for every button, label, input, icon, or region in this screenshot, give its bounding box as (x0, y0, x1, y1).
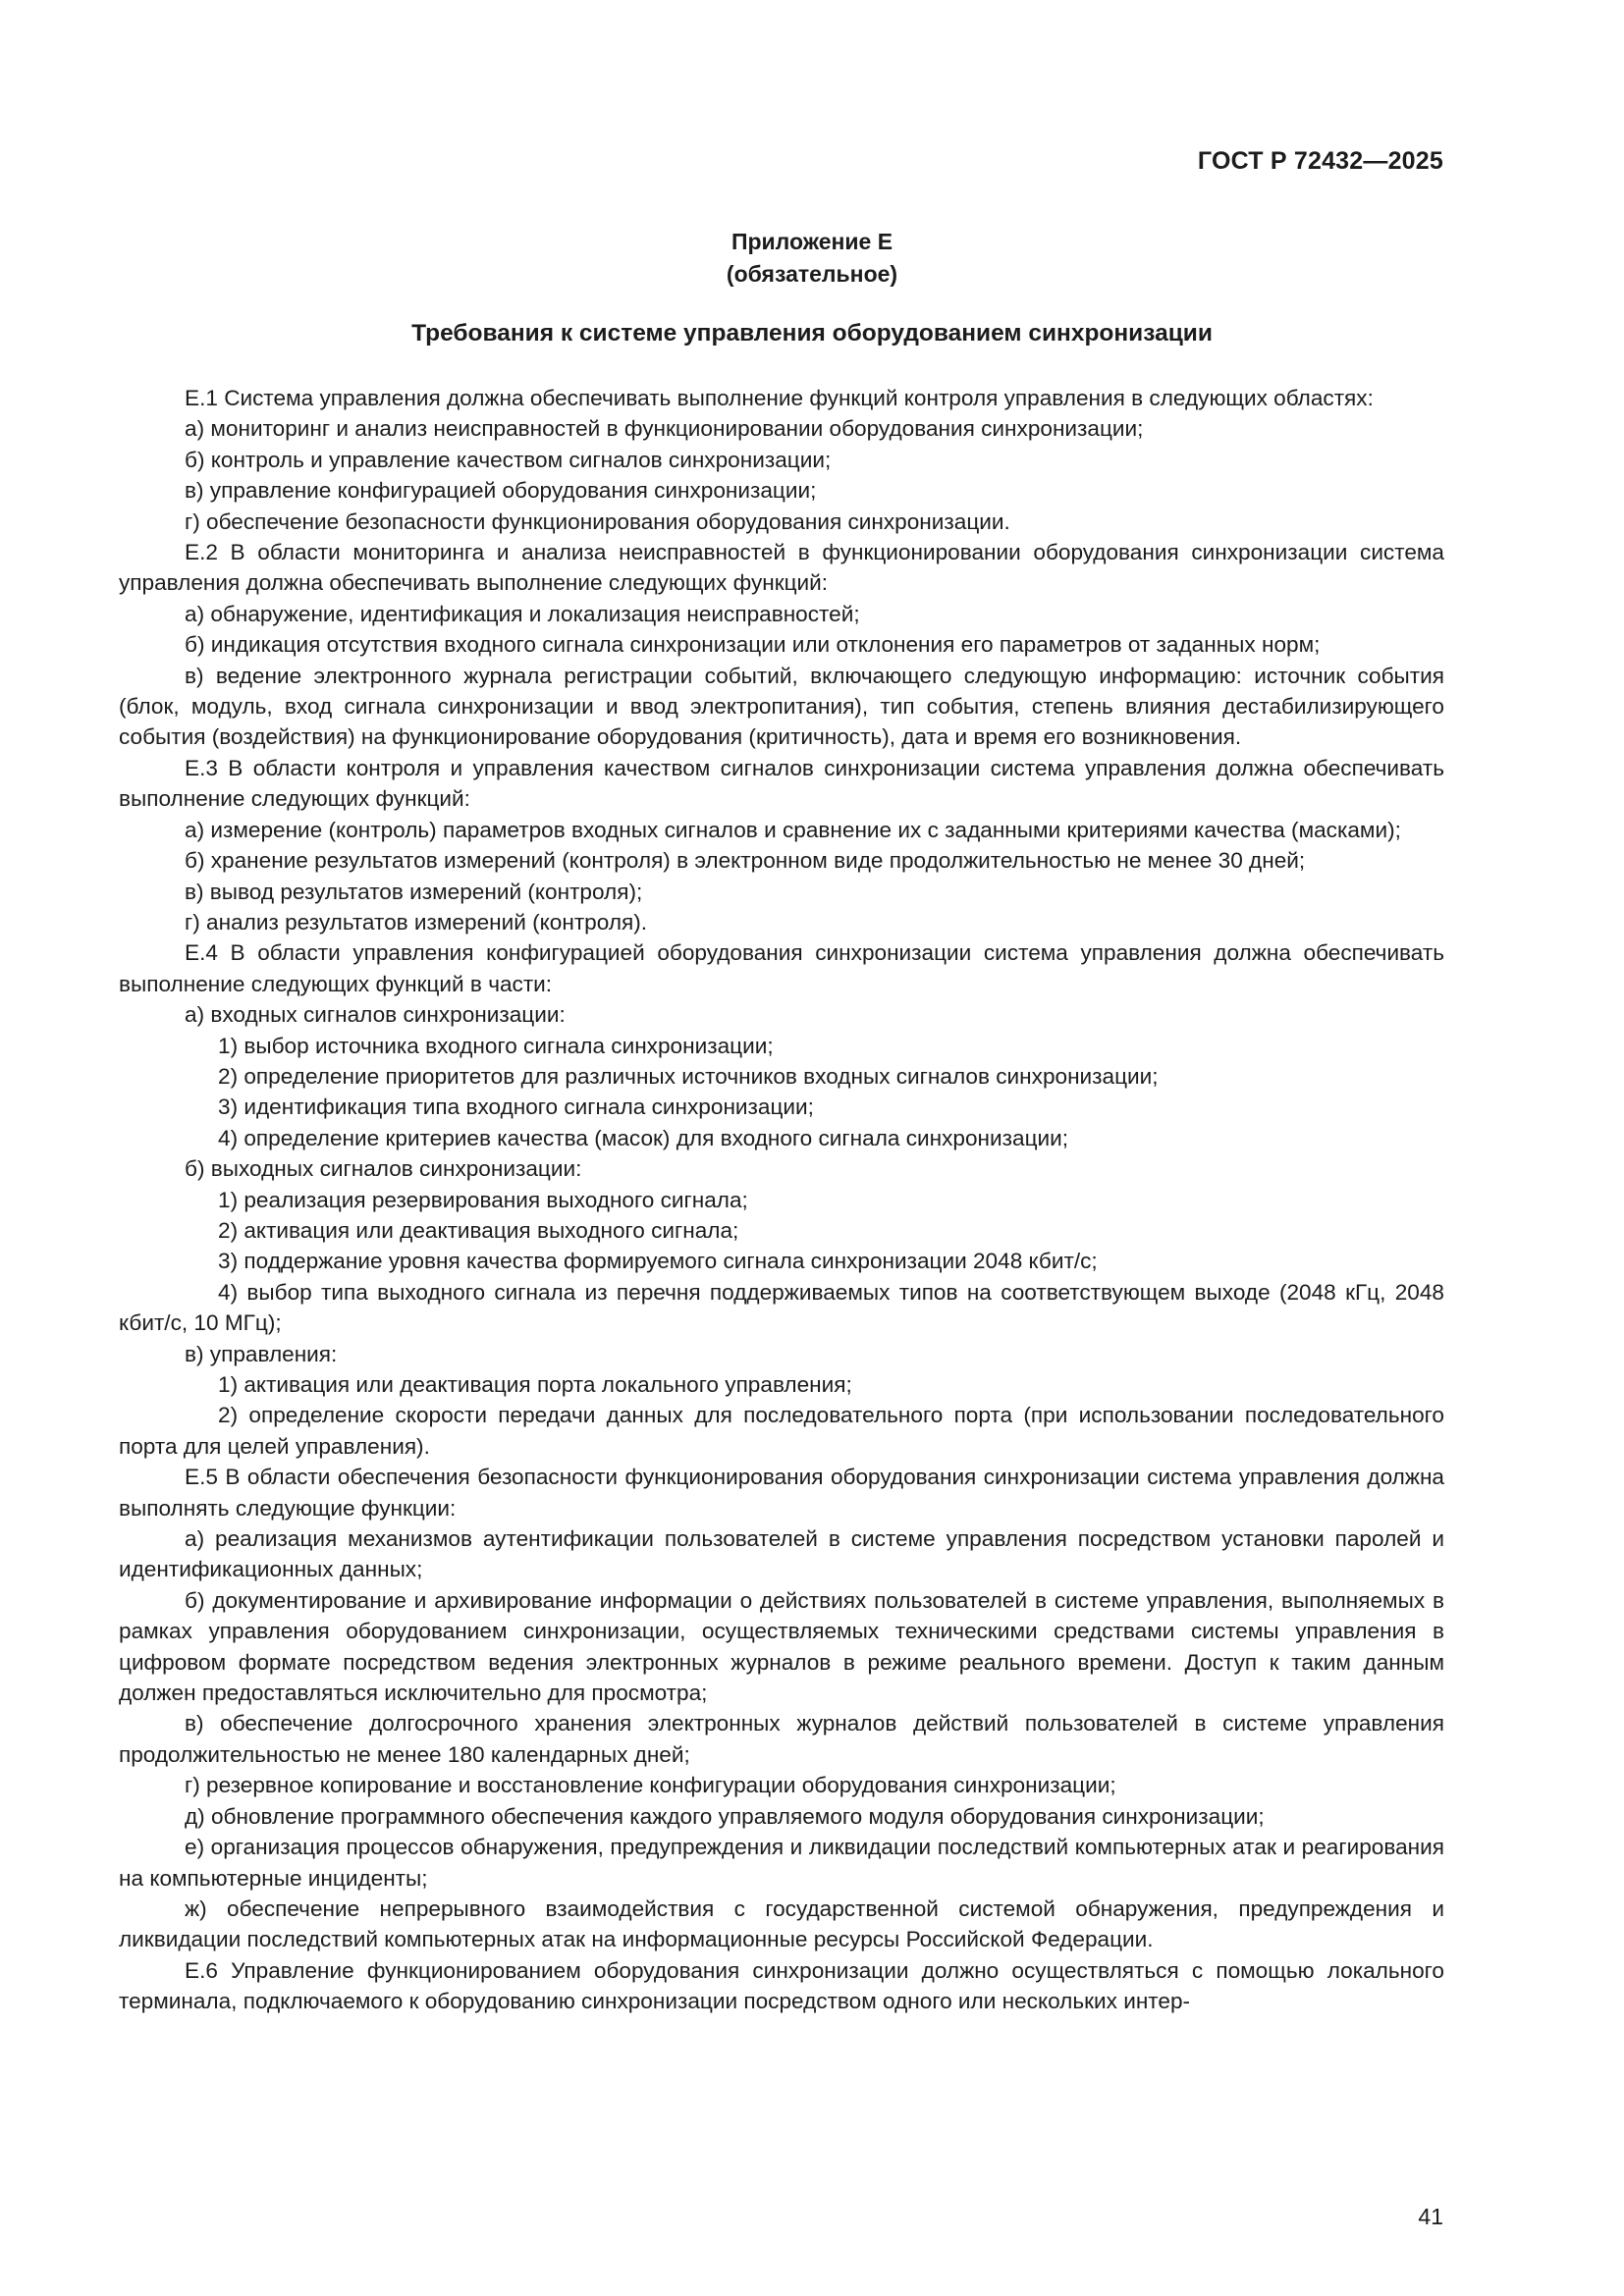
list-item: в) вывод результатов измерений (контроля); (185, 879, 643, 904)
list-item: б) индикация отсутствия входного сигнала синхронизации или отклонения его параметров от заданных норм; (185, 632, 1321, 658)
list-item: в) управления: (185, 1341, 338, 1366)
section-title: Требования к системе управления оборудованием синхронизации (411, 320, 1213, 347)
appendix-heading (0, 226, 1624, 291)
list-item: в) ведение электронного журнала регистрации событий, включающего следующую информацию: источник события (блок, модуль, вход сигнала синхронизации и ввод электропитания), тип события, степень влияния дестабилизирующего события (воздействия) на функционирование оборудования (критичность), дата и время его возникновения. (119, 663, 1444, 750)
appendix-status: (обязательное) (726, 261, 898, 287)
body-text (119, 383, 1444, 2017)
list-item: а) реализация механизмов аутентификации пользователей в системе управления посредством установки паролей и идентификационных данных; (119, 1526, 1444, 1582)
document-code: ГОСТ Р 72432—2025 (1197, 147, 1443, 175)
clause-e5: Е.5 В области обеспечения безопасности функционирования оборудования синхронизации система управления должна выполнять следующие функции: (119, 1465, 1444, 1521)
list-item: а) обнаружение, идентификация и локализация неисправностей; (185, 601, 860, 626)
clause-e6: Е.6 Управление функционированием оборудования синхронизации должно осуществляться с помощью локального терминала, подключаемого к оборудованию синхронизации посредством одного или нескольких интер- (119, 1957, 1444, 2014)
appendix-title: Приложение Е (731, 229, 893, 254)
sub-list-item: 3) идентификация типа входного сигнала синхронизации; (218, 1095, 814, 1120)
sub-list-item: 1) реализация резервирования выходного сигнала; (218, 1187, 748, 1212)
clause-e4: Е.4 В области управления конфигурацией оборудования синхронизации система управления должна обеспечивать выполнение следующих функций в части: (119, 940, 1444, 996)
list-item: а) мониторинг и анализ неисправностей в функционировании оборудования синхронизации; (185, 416, 1144, 442)
sub-list-item: 2) определение скорости передачи данных для последовательного порта (при использовании последовательного порта для целей управления). (119, 1403, 1444, 1459)
list-item: в) управление конфигурацией оборудования синхронизации; (185, 478, 817, 504)
list-item: е) организация процессов обнаружения, предупреждения и ликвидации последствий компьютерных атак и реагирования на компьютерные инциденты; (119, 1835, 1444, 1891)
page-number: 41 (1418, 2204, 1443, 2229)
list-item: ж) обеспечение непрерывного взаимодействия с государственной системой обнаружения, предупреждения и ликвидации последствий компьютерных атак на информационные ресурсы Российской Федерации. (119, 1896, 1444, 1952)
list-item: б) документирование и архивирование информации о действиях пользователей в системе управления, выполняемых в рамках управления оборудованием синхронизации, осуществляемых техническими средствами системы управления в цифровом формате посредством ведения электронных журналов в режиме реального времени. Доступ к таким данным должен предоставляться исключительно для просмотра; (119, 1587, 1444, 1706)
sub-list-item: 1) выбор источника входного сигнала синхронизации; (218, 1033, 774, 1058)
clause-e3: Е.3 В области контроля и управления качеством сигналов синхронизации система управления должна обеспечивать выполнение следующих функций: (119, 755, 1444, 812)
sub-list-item: 2) определение приоритетов для различных источников входных сигналов синхронизации; (218, 1063, 1159, 1089)
list-item: д) обновление программного обеспечения каждого управляемого модуля оборудования синхронизации; (185, 1803, 1265, 1829)
list-item: в) обеспечение долгосрочного хранения электронных журналов действий пользователей в системе управления продолжительностью не менее 180 календарных дней; (119, 1711, 1444, 1767)
list-item: б) выходных сигналов синхронизации: (185, 1156, 582, 1182)
sub-list-item: 1) активация или деактивация порта локального управления; (218, 1372, 852, 1397)
list-item: г) анализ результатов измерений (контроля). (185, 909, 648, 934)
list-item: г) обеспечение безопасности функционирования оборудования синхронизации. (185, 508, 1010, 534)
sub-list-item: 4) выбор типа выходного сигнала из перечня поддерживаемых типов на соответствующем выходе (2048 кГц, 2048 кбит/с, 10 МГц); (119, 1279, 1444, 1336)
sub-list-item: 2) активация или деактивация выходного сигнала; (218, 1217, 739, 1243)
clause-e1: Е.1 Система управления должна обеспечивать выполнение функций контроля управления в следующих областях: (185, 386, 1374, 410)
list-item: г) резервное копирование и восстановление конфигурации оборудования синхронизации; (185, 1773, 1116, 1798)
list-item: а) измерение (контроль) параметров входных сигналов и сравнение их с заданными критериями качества (масками); (185, 817, 1401, 842)
list-item: б) хранение результатов измерений (контроля) в электронном виде продолжительностью не менее 30 дней; (185, 848, 1306, 874)
list-item: а) входных сигналов синхронизации: (185, 1002, 566, 1028)
clause-e2: Е.2 В области мониторинга и анализа неисправностей в функционировании оборудования синхронизации система управления должна обеспечивать выполнение следующих функций: (119, 540, 1444, 596)
list-item: б) контроль и управление качеством сигналов синхронизации; (185, 447, 832, 472)
sub-list-item: 4) определение критериев качества (масок) для входного сигнала синхронизации; (218, 1125, 1069, 1150)
sub-list-item: 3) поддержание уровня качества формируемого сигнала синхронизации 2048 кбит/с; (218, 1249, 1098, 1274)
